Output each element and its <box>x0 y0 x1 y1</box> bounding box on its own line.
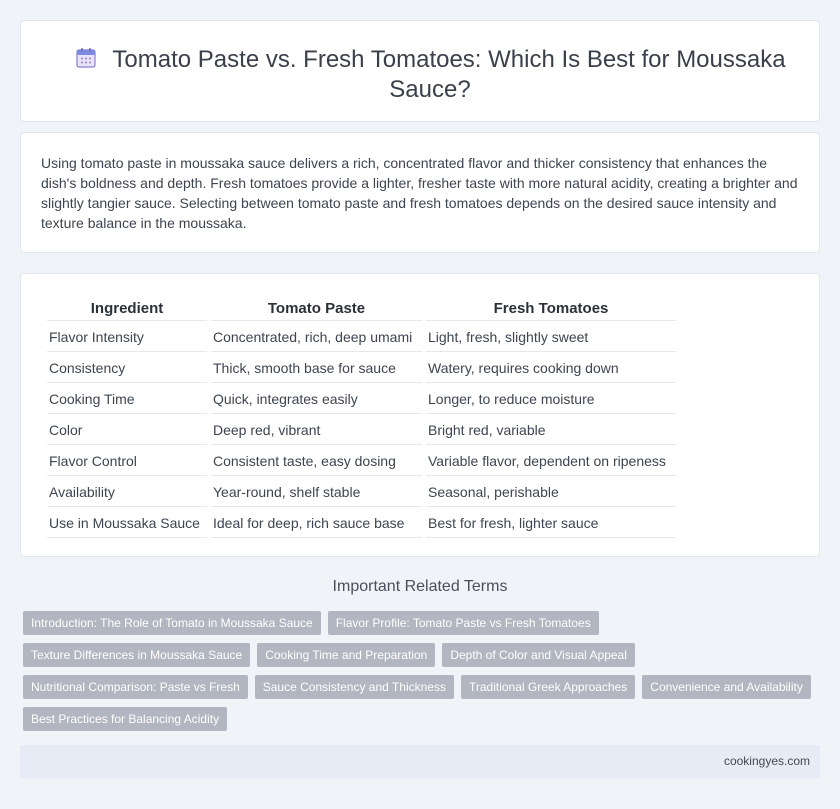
table-cell: Thick, smooth base for sauce <box>211 354 422 383</box>
header-ingredient: Ingredient <box>47 297 207 321</box>
table-cell: Year-round, shelf stable <box>211 478 422 507</box>
table-cell: Variable flavor, dependent on ripeness <box>426 447 676 476</box>
table-row <box>47 509 676 538</box>
table-cell: Longer, to reduce moisture <box>426 385 676 414</box>
table-header-row <box>47 297 676 321</box>
table-cell: Quick, integrates easily <box>211 385 422 414</box>
related-term-tag[interactable]: Texture Differences in Moussaka Sauce <box>23 643 250 667</box>
table-cell: Flavor Intensity <box>47 323 207 352</box>
table-cell: Color <box>47 416 207 445</box>
footer-site-link[interactable]: cookingyes.com <box>723 754 810 768</box>
table-row <box>47 385 676 414</box>
table-cell: Use in Moussaka Sauce <box>47 509 207 538</box>
related-terms-heading: Important Related Terms <box>332 578 508 595</box>
table-cell: Watery, requires cooking down <box>426 354 676 383</box>
table-cell: Light, fresh, slightly sweet <box>426 323 676 352</box>
title-card <box>20 20 820 122</box>
table-cell: Seasonal, perishable <box>426 478 676 507</box>
comparison-table <box>43 295 680 540</box>
table-cell: Bright red, variable <box>426 416 676 445</box>
header-tomato-paste: Tomato Paste <box>211 297 422 321</box>
table-row <box>47 478 676 507</box>
related-term-tag[interactable]: Introduction: The Role of Tomato in Moussaka Sauce <box>23 611 321 635</box>
table-row <box>47 354 676 383</box>
table-cell: Ideal for deep, rich sauce base <box>211 509 422 538</box>
comparison-card <box>20 273 820 557</box>
related-term-tag[interactable]: Cooking Time and Preparation <box>257 643 435 667</box>
table-cell: Best for fresh, lighter sauce <box>426 509 676 538</box>
intro-card <box>20 132 820 253</box>
table-row <box>47 416 676 445</box>
related-term-tag[interactable]: Best Practices for Balancing Acidity <box>23 707 227 731</box>
related-term-tag[interactable]: Nutritional Comparison: Paste vs Fresh <box>23 675 248 699</box>
table-cell: Cooking Time <box>47 385 207 414</box>
table-cell: Flavor Control <box>47 447 207 476</box>
related-term-tag[interactable]: Depth of Color and Visual Appeal <box>442 643 635 667</box>
related-term-tag[interactable]: Flavor Profile: Tomato Paste vs Fresh Tomatoes <box>328 611 599 635</box>
intro-paragraph: Using tomato paste in moussaka sauce delivers a rich, concentrated flavor and thicker consistency that enhances the dish's boldness and depth. Fresh tomatoes provide a lighter, fresher taste with more natural acidity, creating a brighter and slightly tangier sauce. Selecting between tomato paste and fresh tomatoes depends on the desired sauce intensity and texture balance in the moussaka. <box>41 155 798 231</box>
related-terms-list <box>23 611 813 731</box>
related-term-tag[interactable]: Sauce Consistency and Thickness <box>255 675 454 699</box>
footer <box>20 745 820 778</box>
related-term-tag[interactable]: Traditional Greek Approaches <box>461 675 635 699</box>
page-title-block <box>61 45 799 105</box>
table-cell: Concentrated, rich, deep umami <box>211 323 422 352</box>
table-cell: Consistent taste, easy dosing <box>211 447 422 476</box>
header-fresh-tomatoes: Fresh Tomatoes <box>426 297 676 321</box>
table-cell: Consistency <box>47 354 207 383</box>
table-cell: Deep red, vibrant <box>211 416 422 445</box>
table-row <box>47 447 676 476</box>
page-title: Tomato Paste vs. Fresh Tomatoes: Which Is Best for Moussaka Sauce? <box>112 46 786 103</box>
table-cell: Availability <box>47 478 207 507</box>
table-row <box>47 323 676 352</box>
calendar-icon <box>74 46 98 70</box>
related-term-tag[interactable]: Convenience and Availability <box>642 675 811 699</box>
